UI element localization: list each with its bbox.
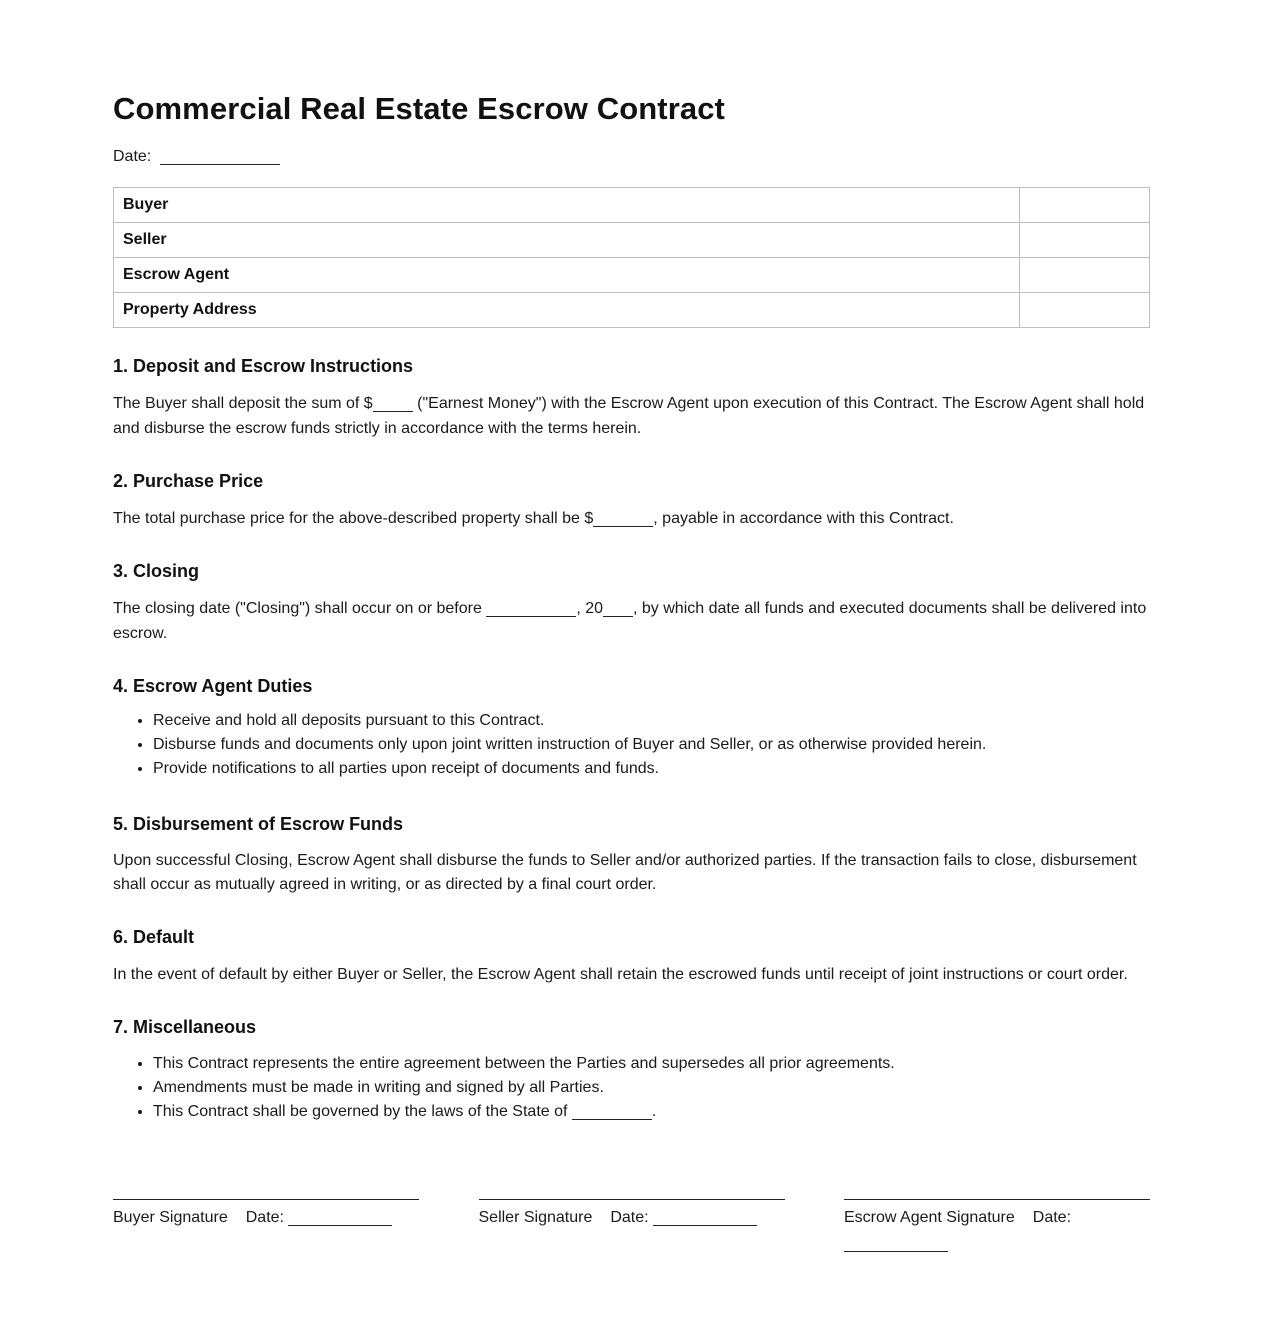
signature-date-label: Date: [610, 1209, 649, 1226]
party-value-buyer[interactable] [1020, 188, 1150, 223]
section-heading: 4. Escrow Agent Duties [113, 676, 313, 696]
parties-table [113, 187, 1150, 328]
purchase-price-blank[interactable] [593, 510, 653, 527]
table-row [114, 223, 1150, 258]
section-text [113, 596, 1150, 646]
buyer-signature [113, 1199, 419, 1257]
signature-date-label: Date: [245, 1209, 284, 1226]
list-item [153, 1100, 1150, 1124]
section-text [113, 391, 1150, 441]
text-fragment: The total purchase price for the above-described property shall be $ [113, 510, 594, 527]
table-row [114, 293, 1150, 328]
list-item: • Amendments must be made in writing and signed by all Parties. [153, 1076, 1150, 1100]
section-text: Upon successful Closing, Escrow Agent shall disburse the funds to Seller and/or authorized parties. If the transaction fails to close, disbursement shall occur as mutually agreed in writing, or as directed by a final court order. [113, 852, 1137, 893]
party-label-buyer: Buyer [114, 188, 1020, 223]
section-heading: 2. Purchase Price [113, 471, 264, 491]
list-item: • This Contract represents the entire agreement between the Parties and supersedes all prior agreements. [153, 1052, 1150, 1076]
section-closing [113, 561, 1150, 646]
escrow-agent-date-blank[interactable] [844, 1235, 948, 1252]
seller-date-blank[interactable] [653, 1209, 757, 1226]
signature-caption [844, 1205, 1150, 1257]
text-fragment: This Contract shall be governed by the laws of the State of [153, 1103, 572, 1120]
party-label-escrow-agent: Escrow Agent [114, 258, 1020, 293]
text-fragment: ("Earnest Money") with the Escrow Agent upon execution of this Contract. The Escrow Agent shall hold and disburse the escrow funds strictly in accordance with the terms herein. [113, 395, 1145, 437]
text-fragment: The closing date ("Closing") shall occur on or before [113, 600, 487, 617]
section-heading: 1. Deposit and Escrow Instructions [113, 356, 414, 376]
list-item: • Provide notifications to all parties upon receipt of documents and funds. [153, 757, 1150, 781]
party-label-seller: Seller [114, 223, 1020, 258]
list-item: • Disburse funds and documents only upon joint written instruction of Buyer and Seller, or as otherwise provided herein. [153, 733, 1150, 757]
section-escrow-agent-duties [113, 676, 1150, 781]
contract-date [113, 148, 280, 166]
seller-signature [479, 1199, 785, 1257]
escrow-agent-signature [844, 1199, 1150, 1257]
signature-block [113, 1199, 1150, 1257]
section-heading: 6. Default [113, 927, 195, 947]
text-fragment: , 20 [576, 600, 604, 617]
signature-label: Buyer Signature [113, 1209, 228, 1226]
signature-caption [113, 1205, 419, 1231]
earnest-money-blank[interactable] [373, 395, 413, 412]
date-blank-field[interactable] [160, 148, 280, 165]
section-deposit [113, 356, 1150, 441]
date-label: Date: [113, 148, 152, 165]
section-heading: 7. Miscellaneous [113, 1017, 257, 1037]
section-purchase-price [113, 471, 1150, 531]
text-fragment: , by which date all funds and executed documents shall be delivered into escrow. [113, 600, 1147, 642]
signature-label: Escrow Agent Signature [844, 1209, 1015, 1226]
governing-state-blank[interactable] [572, 1103, 652, 1120]
text-fragment: , payable in accordance with this Contract. [653, 510, 954, 527]
party-label-property-address: Property Address [114, 293, 1020, 328]
escrow-agent-signature-line[interactable] [844, 1199, 1150, 1200]
section-heading: 5. Disbursement of Escrow Funds [113, 814, 404, 834]
duties-list [113, 709, 1150, 781]
section-miscellaneous [113, 1017, 1150, 1124]
section-text [113, 506, 1150, 531]
closing-year-blank[interactable] [603, 600, 633, 617]
section-default [113, 927, 1150, 987]
party-value-escrow-agent[interactable] [1020, 258, 1150, 293]
list-item: • Receive and hold all deposits pursuant to this Contract. [153, 709, 1150, 733]
party-value-property-address[interactable] [1020, 293, 1150, 328]
page-title: Commercial Real Estate Escrow Contract [113, 91, 725, 126]
table-row [114, 258, 1150, 293]
seller-signature-line[interactable] [479, 1199, 785, 1200]
section-text: In the event of default by either Buyer or Seller, the Escrow Agent shall retain the escrowed funds until receipt of joint instructions or court order. [113, 966, 1128, 983]
text-fragment: The Buyer shall deposit the sum of $ [113, 395, 373, 412]
misc-list [113, 1052, 1150, 1124]
section-heading: 3. Closing [113, 561, 200, 581]
party-value-seller[interactable] [1020, 223, 1150, 258]
section-disbursement [113, 814, 1150, 897]
closing-date-blank[interactable] [486, 600, 576, 617]
signature-label: Seller Signature [478, 1209, 593, 1226]
signature-caption [479, 1205, 785, 1231]
buyer-date-blank[interactable] [288, 1209, 392, 1226]
text-fragment: . [651, 1103, 657, 1120]
signature-date-label: Date: [1032, 1209, 1072, 1226]
buyer-signature-line[interactable] [113, 1199, 419, 1200]
table-row [114, 188, 1150, 223]
